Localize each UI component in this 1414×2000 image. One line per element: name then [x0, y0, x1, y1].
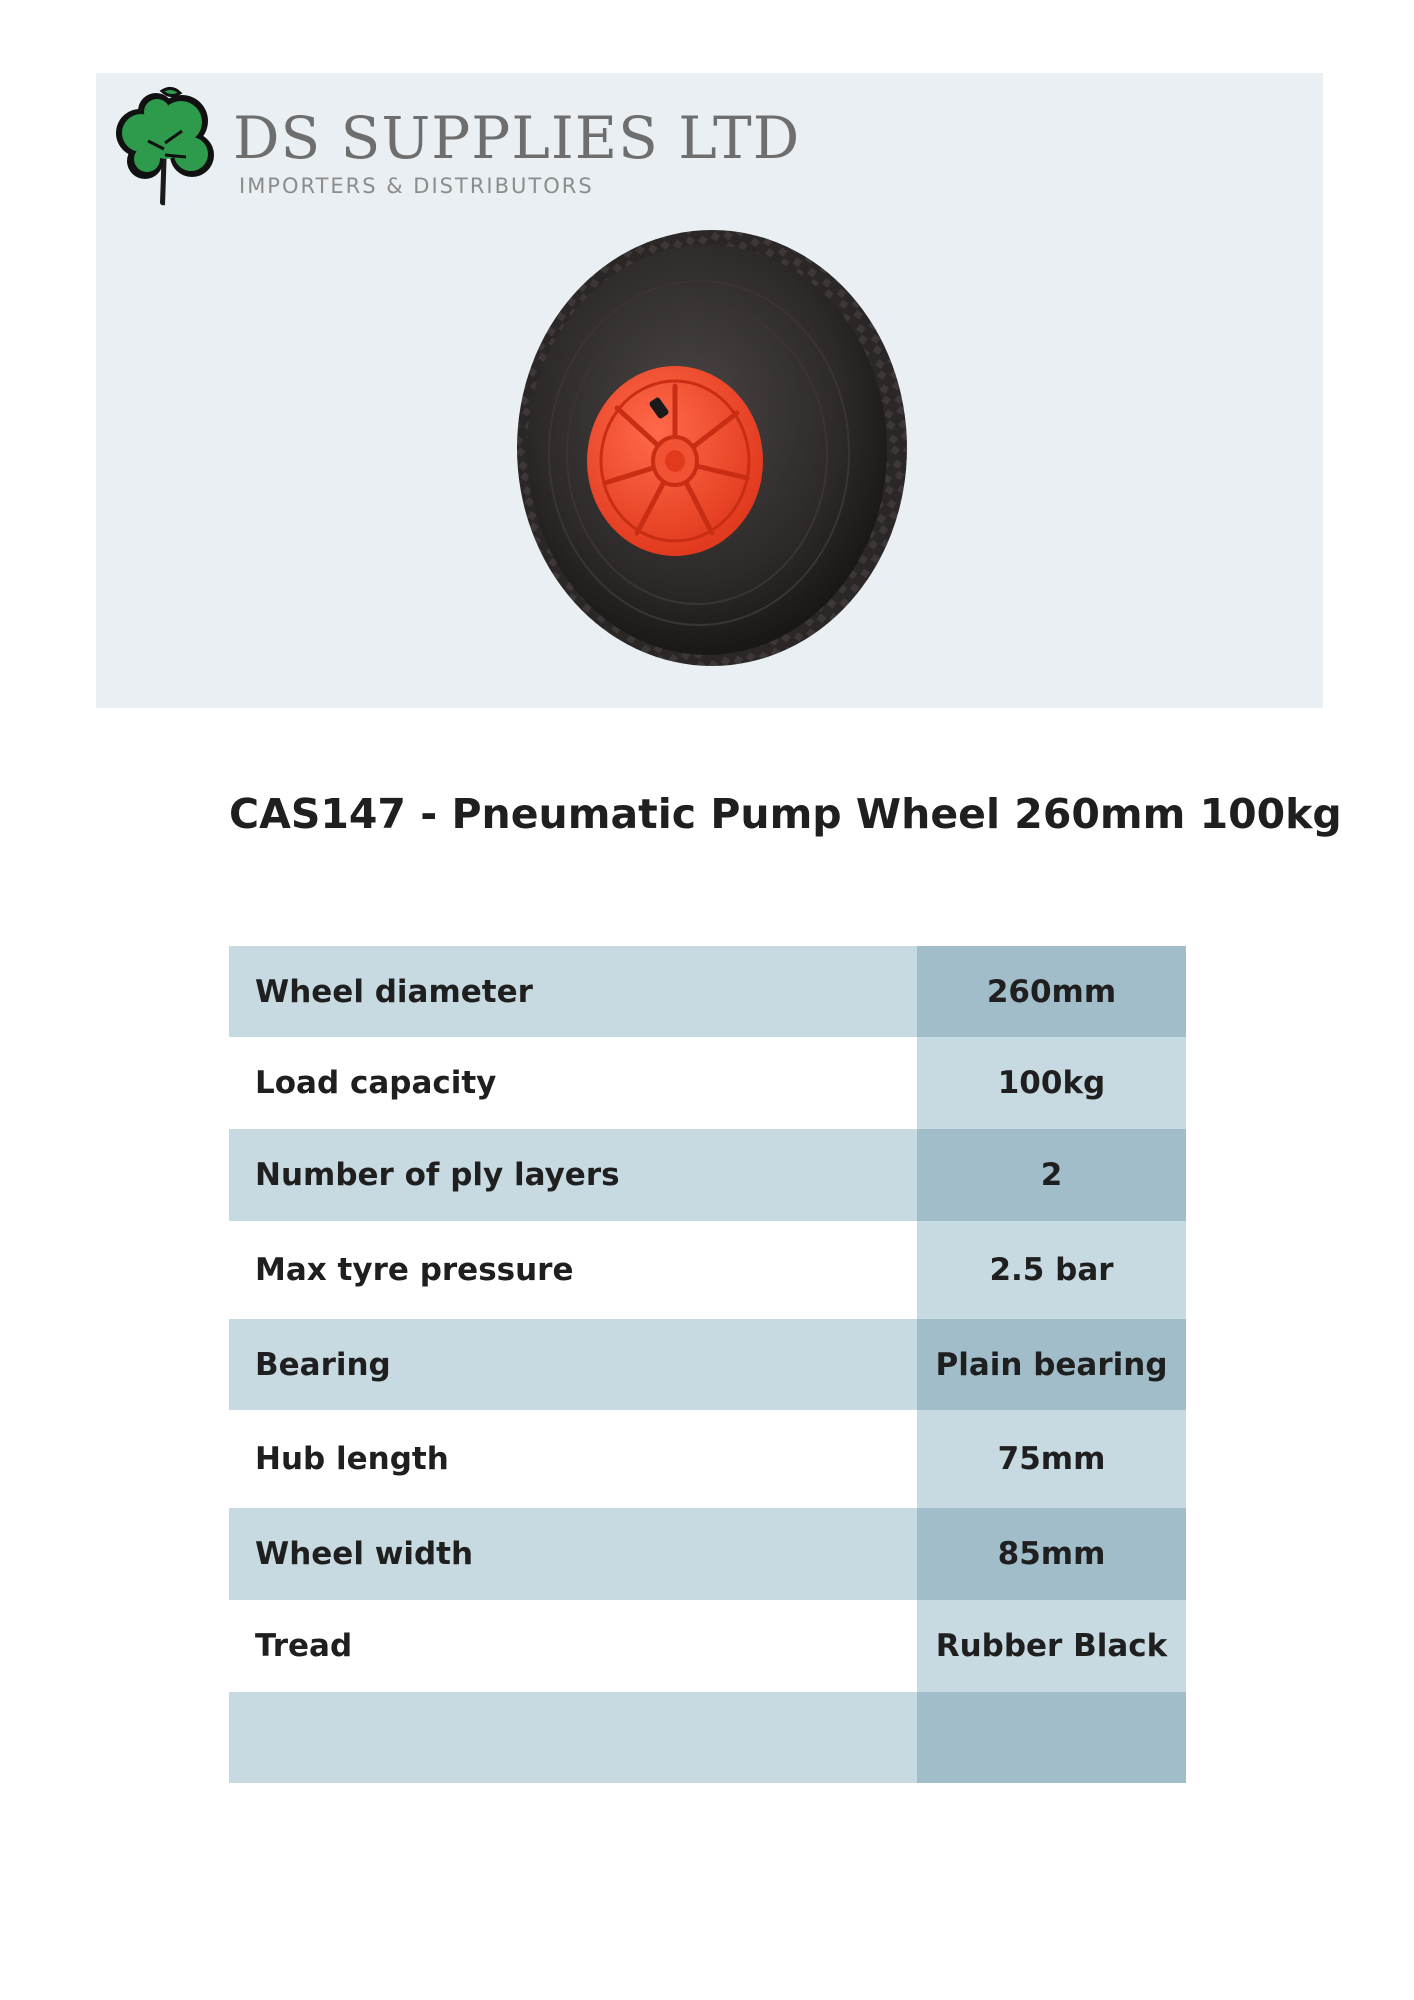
spec-table: [229, 946, 1186, 1783]
table-row: [229, 1037, 1186, 1129]
spec-value: 2: [917, 1129, 1186, 1221]
table-row: [229, 1129, 1186, 1221]
spec-label: Number of ply layers: [229, 1129, 917, 1221]
table-row: [229, 1508, 1186, 1600]
spec-value: Rubber Black: [917, 1600, 1186, 1692]
spec-label: Bearing: [229, 1319, 917, 1410]
tree-logo-icon: [110, 83, 220, 208]
spec-value: 260mm: [917, 946, 1186, 1037]
hero-banner: [96, 73, 1323, 708]
table-row: [229, 1410, 1186, 1508]
spec-label: Wheel width: [229, 1508, 917, 1600]
table-row: [229, 946, 1186, 1037]
pneumatic-wheel-image: [507, 228, 907, 668]
spec-value: Plain bearing: [917, 1319, 1186, 1410]
spec-label: [229, 1692, 917, 1783]
table-row: [229, 1692, 1186, 1783]
product-title: CAS147 - Pneumatic Pump Wheel 260mm 100kg: [229, 790, 1342, 838]
table-row: [229, 1319, 1186, 1410]
table-row: [229, 1600, 1186, 1692]
spec-label: Tread: [229, 1600, 917, 1692]
brand-tagline: IMPORTERS & DISTRIBUTORS: [239, 174, 594, 198]
spec-value: [917, 1692, 1186, 1783]
table-row: [229, 1221, 1186, 1319]
spec-label: Wheel diameter: [229, 946, 917, 1037]
spec-label: Hub length: [229, 1410, 917, 1508]
spec-label: Max tyre pressure: [229, 1221, 917, 1319]
brand-name: DS SUPPLIES LTD: [233, 104, 801, 172]
spec-value: 2.5 bar: [917, 1221, 1186, 1319]
spec-value: 75mm: [917, 1410, 1186, 1508]
spec-value: 100kg: [917, 1037, 1186, 1129]
spec-value: 85mm: [917, 1508, 1186, 1600]
spec-label: Load capacity: [229, 1037, 917, 1129]
